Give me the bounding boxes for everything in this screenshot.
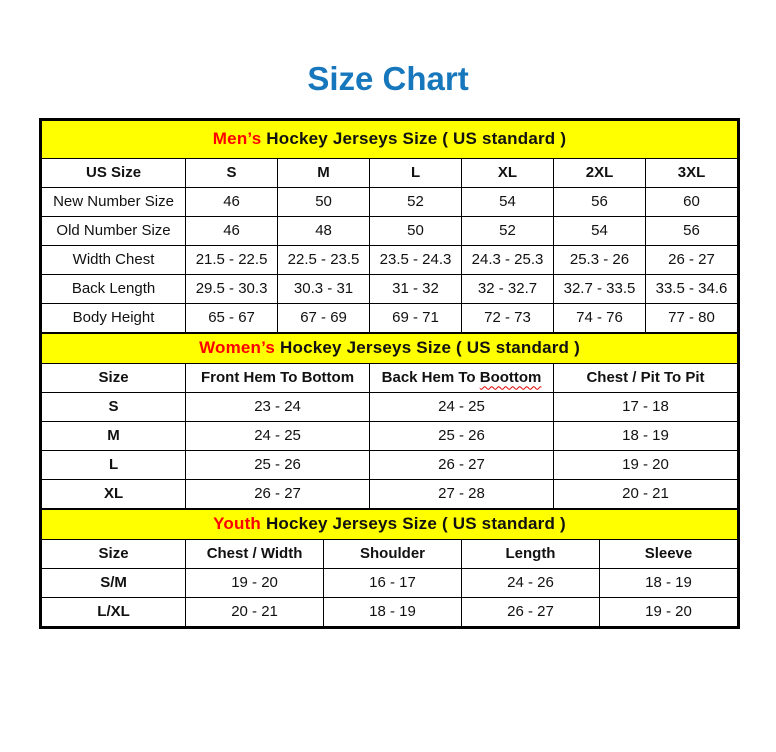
table-row	[42, 479, 738, 508]
size-value-cell: 24 - 26	[462, 568, 600, 597]
page-title: Size Chart	[307, 60, 469, 97]
size-value-cell: 32.7 - 33.5	[554, 274, 646, 303]
column-header: Back Hem To Boottom	[370, 363, 554, 392]
size-value-cell: 23.5 - 24.3	[370, 245, 462, 274]
misspelled-word: Boottom	[479, 369, 542, 387]
table-row	[42, 303, 738, 332]
size-value-cell: 33.5 - 34.6	[645, 274, 737, 303]
size-value-cell: 52	[462, 216, 554, 245]
column-header: Front Hem To Bottom	[186, 363, 370, 392]
column-header: M	[278, 158, 370, 187]
column-header: 3XL	[645, 158, 737, 187]
column-header: 2XL	[554, 158, 646, 187]
size-chart	[39, 118, 740, 629]
size-value-cell: 29.5 - 30.3	[186, 274, 278, 303]
band-highlight: Women’s	[199, 338, 276, 358]
size-value-cell: 26 - 27	[462, 597, 600, 626]
size-value-cell: 18 - 19	[324, 597, 462, 626]
size-value-cell: 46	[186, 216, 278, 245]
column-header: Chest / Width	[186, 539, 324, 568]
column-header: Size	[42, 363, 186, 392]
table-row	[42, 187, 738, 216]
size-value-cell: 54	[462, 187, 554, 216]
youth-band-row	[42, 509, 738, 539]
band-highlight: Men’s	[212, 129, 262, 149]
womens-size-table	[41, 333, 738, 509]
band-highlight: Youth	[213, 514, 262, 534]
size-value-cell: 32 - 32.7	[462, 274, 554, 303]
band-text: Hockey Jerseys Size ( US standard )	[261, 129, 567, 149]
size-value-cell: 19 - 20	[554, 450, 738, 479]
mens-band-row	[42, 120, 738, 158]
row-label: L	[42, 450, 186, 479]
size-value-cell: 74 - 76	[554, 303, 646, 332]
row-label: New Number Size	[42, 187, 186, 216]
size-value-cell: 72 - 73	[462, 303, 554, 332]
size-value-cell: 46	[186, 187, 278, 216]
size-value-cell: 25 - 26	[370, 421, 554, 450]
row-label: M	[42, 421, 186, 450]
size-value-cell: 21.5 - 22.5	[186, 245, 278, 274]
youth-size-table	[41, 509, 738, 627]
row-label: S	[42, 392, 186, 421]
size-value-cell: 17 - 18	[554, 392, 738, 421]
column-header: S	[186, 158, 278, 187]
size-value-cell: 60	[645, 187, 737, 216]
size-value-cell: 67 - 69	[278, 303, 370, 332]
band-text: Hockey Jerseys Size ( US standard )	[261, 514, 566, 534]
size-value-cell: 18 - 19	[599, 568, 737, 597]
size-value-cell: 52	[370, 187, 462, 216]
column-header: Length	[462, 539, 600, 568]
size-value-cell: 25.3 - 26	[554, 245, 646, 274]
row-label: Old Number Size	[42, 216, 186, 245]
row-label: L/XL	[42, 597, 186, 626]
size-value-cell: 16 - 17	[324, 568, 462, 597]
size-value-cell: 48	[278, 216, 370, 245]
column-header: Sleeve	[599, 539, 737, 568]
size-value-cell: 30.3 - 31	[278, 274, 370, 303]
womens-header-row	[42, 363, 738, 392]
size-value-cell: 19 - 20	[186, 568, 324, 597]
row-label: Body Height	[42, 303, 186, 332]
size-value-cell: 18 - 19	[554, 421, 738, 450]
size-value-cell: 26 - 27	[186, 479, 370, 508]
column-header: US Size	[42, 158, 186, 187]
mens-size-table	[41, 120, 738, 333]
row-label: Back Length	[42, 274, 186, 303]
size-value-cell: 65 - 67	[186, 303, 278, 332]
row-label: S/M	[42, 568, 186, 597]
size-value-cell: 69 - 71	[370, 303, 462, 332]
size-value-cell: 20 - 21	[186, 597, 324, 626]
size-value-cell: 22.5 - 23.5	[278, 245, 370, 274]
table-row	[42, 597, 738, 626]
womens-section-band	[42, 333, 738, 363]
size-value-cell: 27 - 28	[370, 479, 554, 508]
size-value-cell: 56	[645, 216, 737, 245]
size-value-cell: 56	[554, 187, 646, 216]
size-value-cell: 25 - 26	[186, 450, 370, 479]
size-value-cell: 77 - 80	[645, 303, 737, 332]
band-text: Hockey Jerseys Size ( US standard )	[275, 338, 580, 358]
table-row	[42, 274, 738, 303]
column-header: Chest / Pit To Pit	[554, 363, 738, 392]
row-label: Width Chest	[42, 245, 186, 274]
table-row	[42, 450, 738, 479]
size-value-cell: 19 - 20	[599, 597, 737, 626]
table-row	[42, 421, 738, 450]
youth-section-band	[42, 509, 738, 539]
size-value-cell: 23 - 24	[186, 392, 370, 421]
youth-header-row	[42, 539, 738, 568]
table-row	[42, 245, 738, 274]
size-value-cell: 24 - 25	[370, 392, 554, 421]
size-value-cell: 26 - 27	[370, 450, 554, 479]
size-value-cell: 31 - 32	[370, 274, 462, 303]
size-value-cell: 20 - 21	[554, 479, 738, 508]
column-header: Size	[42, 539, 186, 568]
table-row	[42, 392, 738, 421]
size-value-cell: 50	[278, 187, 370, 216]
column-header: Shoulder	[324, 539, 462, 568]
size-value-cell: 50	[370, 216, 462, 245]
mens-section-band	[42, 120, 738, 158]
size-value-cell: 54	[554, 216, 646, 245]
table-row	[42, 568, 738, 597]
size-value-cell: 24.3 - 25.3	[462, 245, 554, 274]
row-label: XL	[42, 479, 186, 508]
table-row	[42, 216, 738, 245]
mens-header-row	[42, 158, 738, 187]
column-header: XL	[462, 158, 554, 187]
column-header: L	[370, 158, 462, 187]
womens-band-row	[42, 333, 738, 363]
size-value-cell: 24 - 25	[186, 421, 370, 450]
size-value-cell: 26 - 27	[645, 245, 737, 274]
